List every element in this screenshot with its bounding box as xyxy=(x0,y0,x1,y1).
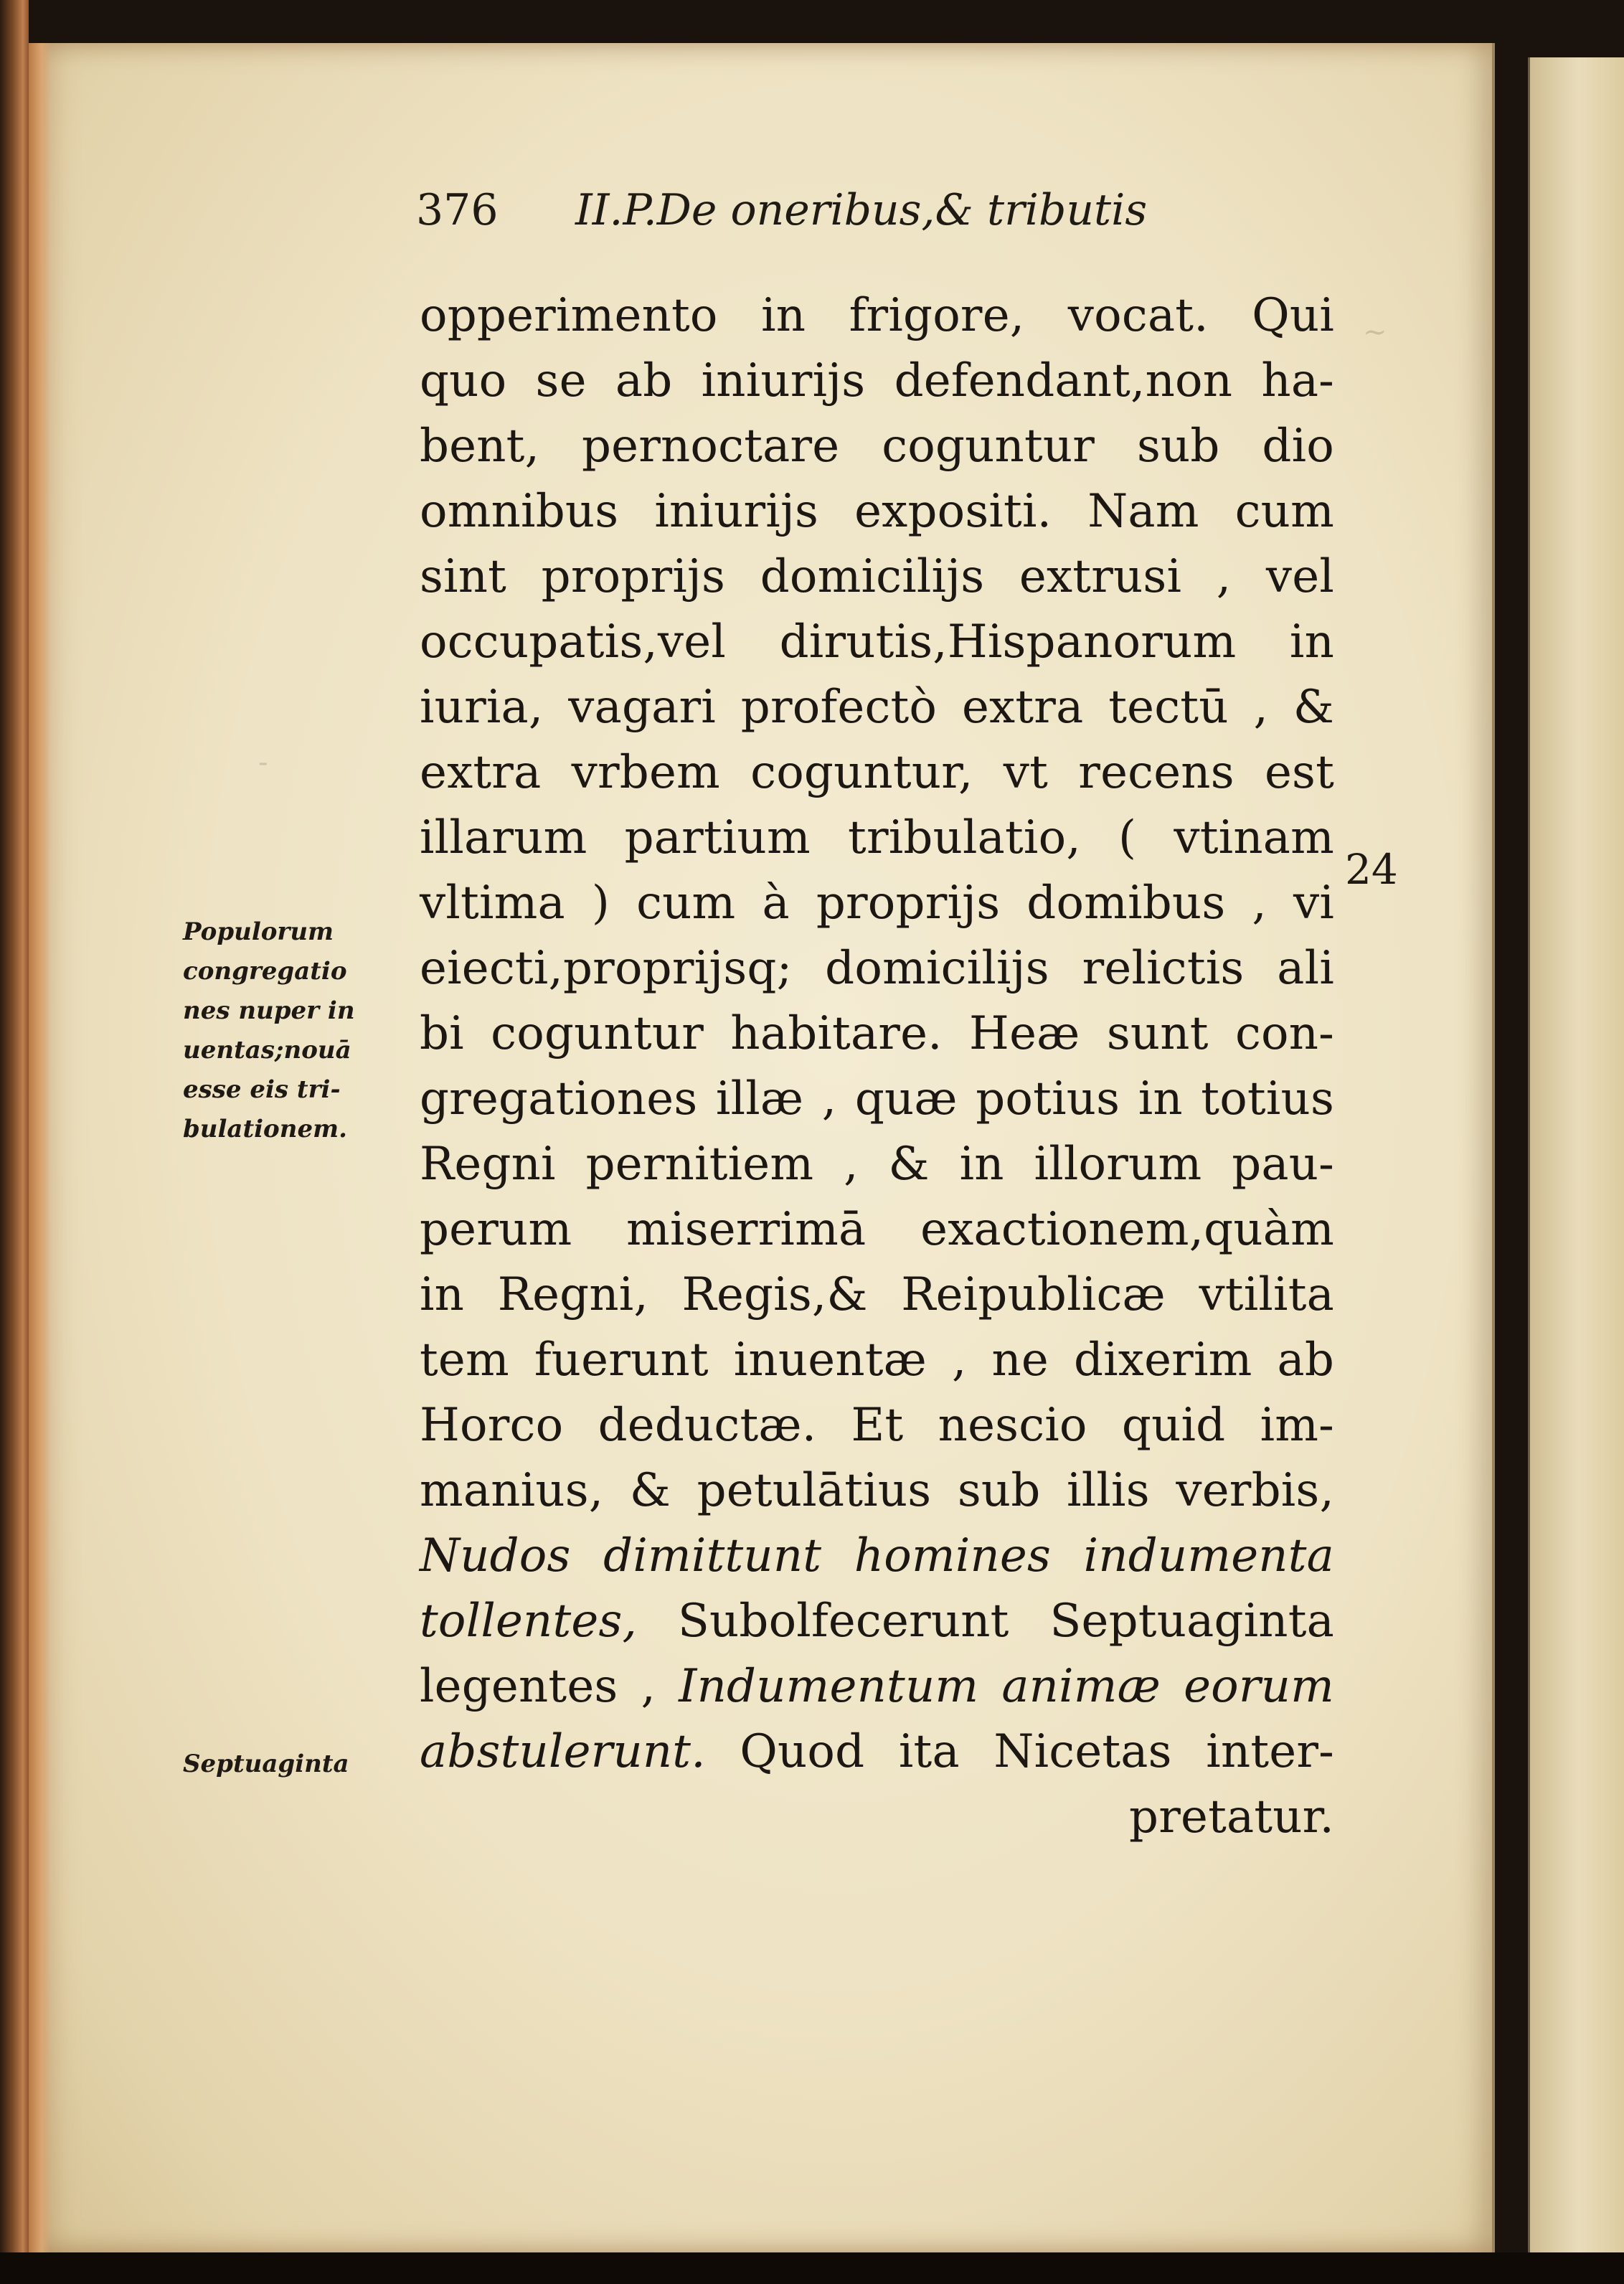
text-line: opperimento in frigore, vocat. Qui xyxy=(420,289,1334,342)
marginal-note-line: Septuaginta xyxy=(183,1750,349,1778)
text-line: eiecti,proprijsq; domicilijs relictis ali xyxy=(420,942,1334,995)
text-line: vltima ) cum à proprijs domibus , vi xyxy=(420,877,1334,930)
marginal-note-line: uentas;nouā xyxy=(183,1036,351,1065)
text-run: Quod ita Nicetas inter- xyxy=(705,1725,1334,1778)
running-head xyxy=(416,185,1320,257)
bleed-through-mark: - xyxy=(258,746,268,779)
text-run: Subolfecerunt Septuaginta xyxy=(637,1595,1334,1648)
text-line: manius, & petulātius sub illis verbis, xyxy=(420,1464,1334,1517)
running-title: II.P.De oneribus,& tributis xyxy=(575,185,1148,235)
text-line: bent, pernoctare coguntur sub dio xyxy=(420,420,1334,473)
text-line: occupatis,vel dirutis,Hispanorum in xyxy=(420,615,1334,669)
text-line: illarum partium tribulatio, ( vtinam xyxy=(420,811,1334,864)
bottom-shadow xyxy=(0,2252,1624,2284)
page-number: 376 xyxy=(416,185,499,235)
marginal-note-populorum xyxy=(183,912,427,1149)
text-line: sint proprijs domicilijs extrusi , vel xyxy=(420,550,1334,603)
text-run: legentes , xyxy=(420,1660,679,1713)
text-line: gregationes illæ , quæ potius in totius xyxy=(420,1072,1334,1126)
facing-page-edge xyxy=(1528,57,1624,2252)
text-line xyxy=(420,1654,1334,1719)
marginal-note-line: esse eis tri- xyxy=(183,1075,341,1104)
text-line: iuria, vagari profectò extra tectū , & xyxy=(420,681,1334,734)
bleed-through-mark: ~ xyxy=(1363,316,1387,349)
marginal-note-line: congregatio xyxy=(183,957,347,986)
marginal-note-septuaginta xyxy=(183,1745,427,1784)
text-line: quo se ab iniurijs defendant,non ha- xyxy=(420,354,1334,407)
book-binding-edge xyxy=(0,0,29,2284)
text-line xyxy=(420,1719,1334,1785)
main-text-block xyxy=(420,283,1334,1850)
italic-quote-line: Nudos dimittunt homines indumenta xyxy=(420,1529,1334,1582)
text-line xyxy=(420,1589,1334,1654)
italic-quote: tollentes, xyxy=(420,1595,638,1648)
text-line: Horco deductæ. Et nescio quid im- xyxy=(420,1399,1334,1452)
text-line: tem fuerunt inuentæ , ne dixerim ab xyxy=(420,1334,1334,1387)
marginal-note-line: bulationem. xyxy=(183,1115,347,1143)
catchword-line: pretatur. xyxy=(1129,1790,1334,1844)
text-line: extra vrbem coguntur, vt recens est xyxy=(420,746,1334,799)
text-line: in Regni, Regis,& Reipublicæ vtilita xyxy=(420,1268,1334,1321)
italic-quote: Indumentum animæ eorum xyxy=(679,1660,1335,1713)
text-line: perum miserrimā exactionem,quàm xyxy=(420,1203,1334,1256)
text-line: bi coguntur habitare. Heæ sunt con- xyxy=(420,1007,1334,1060)
marginal-note-line: nes nuper in xyxy=(183,996,355,1025)
text-line: Regni pernitiem , & in illorum pau- xyxy=(420,1138,1334,1191)
page-gutter-shadow xyxy=(29,43,50,2252)
section-number: 24 xyxy=(1345,845,1398,894)
text-line: omnibus iniurijs expositi. Nam cum xyxy=(420,485,1334,538)
italic-quote: abstulerunt. xyxy=(420,1725,706,1778)
marginal-note-line: Populorum xyxy=(183,917,334,946)
